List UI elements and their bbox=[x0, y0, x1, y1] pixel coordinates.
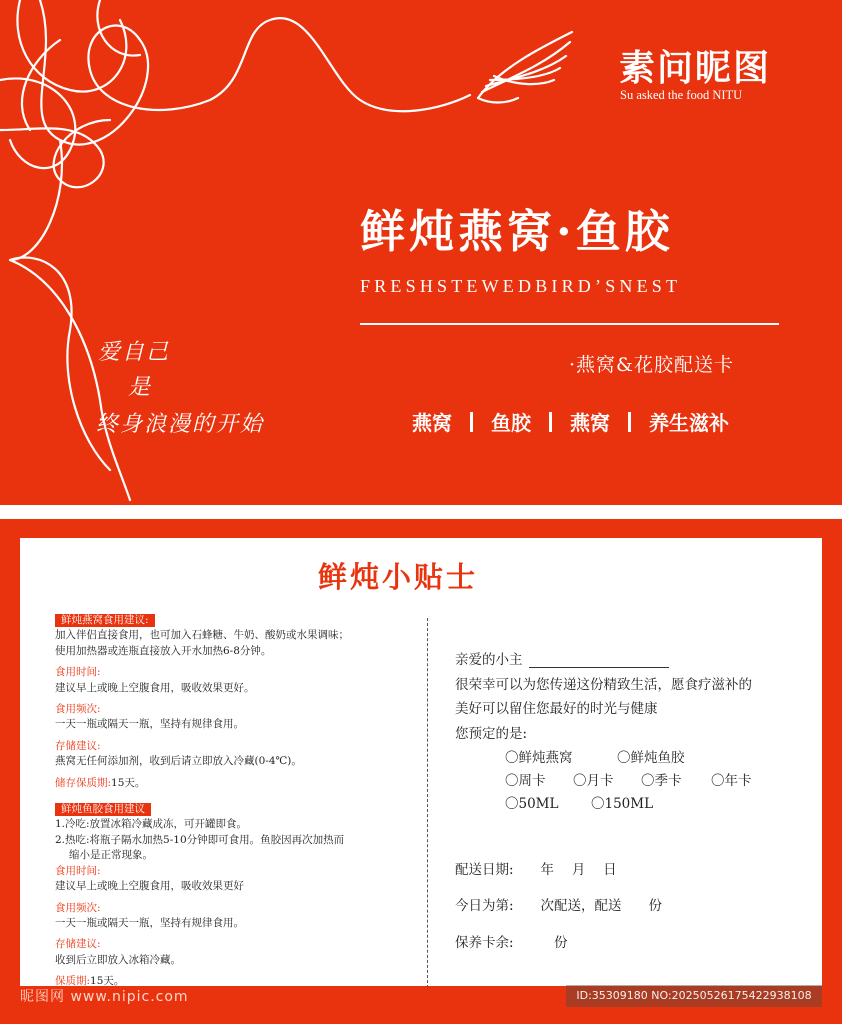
product-title-en: FRESHSTEWEDBIRD’SNEST bbox=[360, 276, 682, 296]
option-birdnest[interactable]: 〇鲜炖燕窝 bbox=[505, 750, 573, 766]
watermark-site: 昵图网 www.nipic.com bbox=[20, 989, 189, 1005]
option-yearly[interactable]: 〇年卡 bbox=[711, 773, 752, 789]
tips-title: 鲜炖小贴士 bbox=[318, 560, 479, 594]
delivery-date-field[interactable]: 配送日期: 年 月 日 bbox=[455, 862, 617, 878]
instruction-text: 建议早上或晚上空腹食用，吸收效果更好。 bbox=[55, 681, 255, 694]
slogan-line-1: 爱自己 bbox=[98, 340, 171, 365]
instruction-text: 缩小是正常现象。 bbox=[69, 849, 153, 862]
name-blank-field[interactable] bbox=[529, 653, 669, 668]
section-pill-birdnest: 鲜炖燕窝食用建议: bbox=[55, 614, 155, 627]
divider-line bbox=[360, 323, 779, 325]
heading-shelf-life: 储存保质期: bbox=[55, 776, 112, 789]
tag-row bbox=[412, 407, 729, 436]
greeting: 亲爱的小主 bbox=[455, 652, 523, 668]
slogan-line-3: 终身浪漫的开始 bbox=[96, 412, 265, 437]
brand-name: 素问昵图 bbox=[619, 48, 772, 89]
brand-subtitle: Su asked the food NITU bbox=[620, 88, 743, 102]
instruction-text: 2.热吃:将瓶子隔水加热5-10分钟即可食用。鱼胶因再次加热而 bbox=[55, 833, 345, 846]
tag: 养生滋补 bbox=[649, 411, 729, 435]
heading-storage: 存储建议: bbox=[55, 739, 101, 752]
tag: 燕窝 bbox=[570, 411, 610, 435]
instruction-text: 收到后立即放入冰箱冷藏。 bbox=[55, 953, 181, 966]
instruction-text: 一天一瓶或隔天一瓶，坚持有规律食用。 bbox=[55, 718, 244, 731]
instruction-text: 1.冷吃:放置冰箱冷藏成冻，可开罐即食。 bbox=[55, 818, 248, 831]
option-quarterly[interactable]: 〇季卡 bbox=[641, 773, 682, 789]
watermark-id: ID:35309180 NO:20250526175422938108 bbox=[566, 985, 822, 1007]
heading-shelf-life: 保质期: bbox=[55, 975, 91, 988]
instruction-text: 加入伴侣直接食用，也可加入石蜂糖、牛奶、酸奶或水果调味； bbox=[55, 629, 349, 642]
section-pill-fishmaw: 鲜炖鱼胶食用建议 bbox=[55, 803, 151, 816]
ordered-label: 您预定的是: bbox=[455, 726, 528, 742]
product-title: 鲜炖燕窝·鱼胶 bbox=[360, 205, 674, 258]
message-line-2: 美好可以留住您最好的时光与健康 bbox=[455, 701, 658, 717]
shelf-life-value: 15天。 bbox=[90, 975, 125, 988]
remaining-field[interactable]: 保养卡余: 份 bbox=[455, 935, 568, 951]
instruction-text: 建议早上或晚上空腹食用，吸收效果更好 bbox=[55, 880, 244, 893]
delivery-count-field[interactable]: 今日为第: 次配送，配送 份 bbox=[455, 898, 663, 914]
instruction-text: 燕窝无任何添加剂，收到后请立即放入冷藏(0-4℃)。 bbox=[55, 755, 302, 768]
heading-frequency: 食用频次: bbox=[55, 901, 101, 914]
option-fishmaw[interactable]: 〇鲜炖鱼胶 bbox=[617, 750, 685, 766]
greeting-line bbox=[455, 648, 669, 668]
instruction-text: 一天一瓶或隔天一瓶，坚持有规律食用。 bbox=[55, 916, 244, 929]
dashed-divider bbox=[427, 618, 428, 988]
option-weekly[interactable]: 〇周卡 bbox=[505, 773, 546, 789]
heading-time: 食用时间: bbox=[55, 666, 101, 679]
slogan-line-2: 是 bbox=[128, 375, 153, 400]
heading-frequency: 食用频次: bbox=[55, 703, 101, 716]
tag-separator bbox=[628, 412, 631, 432]
heading-time: 食用时间: bbox=[55, 864, 101, 877]
heading-storage: 存储建议: bbox=[55, 938, 101, 951]
tag-separator bbox=[470, 412, 473, 432]
tag-separator bbox=[549, 412, 552, 432]
delivery-card-label: ·燕窝&花胶配送卡 bbox=[569, 354, 734, 376]
shelf-life-value: 15天。 bbox=[111, 776, 146, 789]
card-separator bbox=[0, 505, 842, 519]
option-50ml[interactable]: 〇50ML bbox=[505, 796, 559, 812]
option-monthly[interactable]: 〇月卡 bbox=[573, 773, 614, 789]
tag: 燕窝 bbox=[412, 411, 452, 435]
usage-instructions bbox=[55, 612, 415, 990]
wing-logo-icon bbox=[470, 28, 580, 108]
message-line-1: 很荣幸可以为您传递这份精致生活，愿食疗滋补的 bbox=[455, 677, 752, 693]
instruction-text: 使用加热器或连瓶直接放入开水加热6-8分钟。 bbox=[55, 644, 272, 657]
tag: 鱼胶 bbox=[491, 411, 531, 435]
option-150ml[interactable]: 〇150ML bbox=[591, 796, 654, 812]
card-front bbox=[0, 0, 842, 505]
